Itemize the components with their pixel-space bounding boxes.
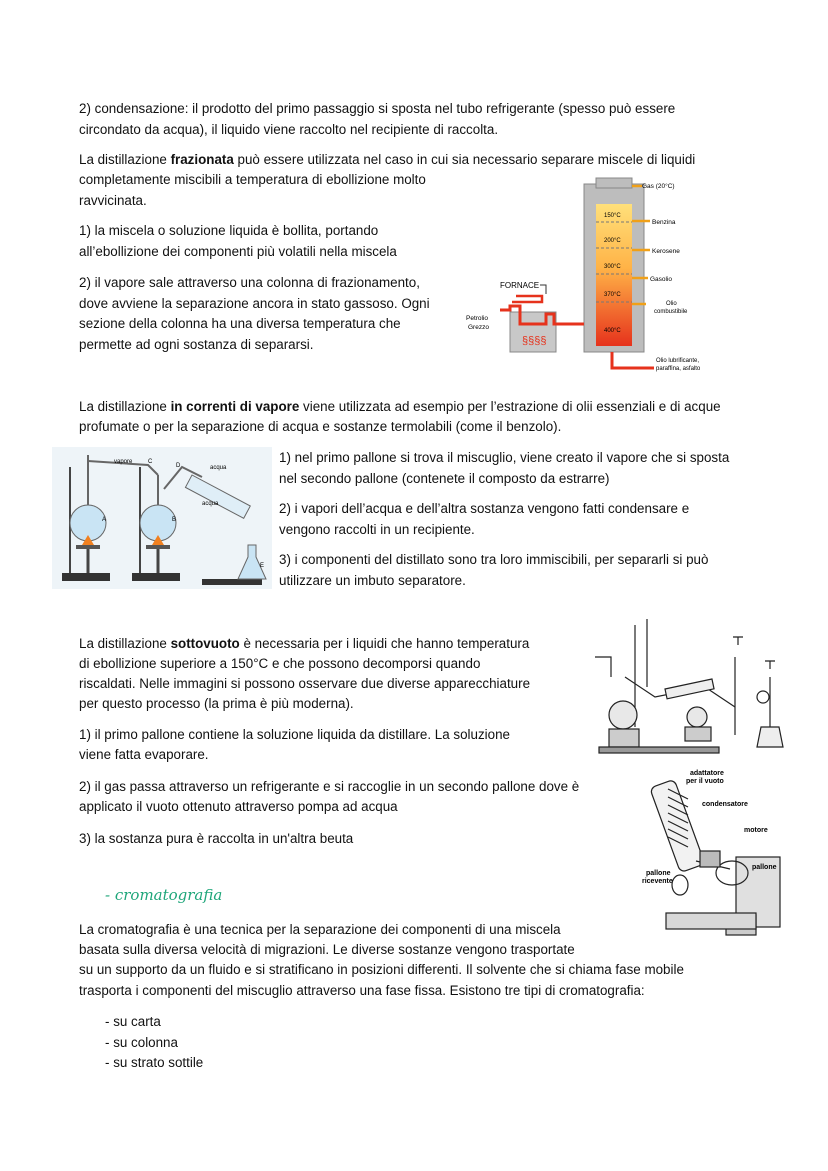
steam-step-1: 1) nel primo pallone si trova il miscuglio, viene creato il vapore che si sposta nel secondo pallone (contenete il composto da estrarre) [279, 450, 730, 486]
steam-step-2: 2) i vapori dell’acqua e dell’altra sostanza vengono fatti condensare e vengono raccolti in un recipiente. [279, 501, 690, 537]
fig-label-acqua: acqua [210, 465, 227, 471]
steam-distillation-figure [52, 447, 272, 589]
product-label: Gas (20°C) [642, 183, 675, 190]
fractional-intro: La distillazione frazionata può essere utilizzata nel caso in cui sia necessario separare miscele di liquidi [79, 152, 696, 167]
vacuum-line2: di ebollizione superiore a 150°C e che possono decomporsi quando [79, 656, 481, 671]
steam-intro-line2: profumate o per la separazione di acqua e sostanze termolabili (come il benzolo). [79, 419, 562, 434]
vacuum-term: sottovuoto [170, 636, 240, 651]
product-label: Olio lubrificante, [656, 358, 700, 364]
steam-term: in correnti di vapore [170, 399, 300, 414]
vacuum-step-1a: 1) il primo pallone contiene la soluzione liquida da distillare. La soluzione [79, 727, 510, 742]
vacuum-line3: riscaldati. Nelle immagini si possono osservare due diverse apparecchiature [79, 676, 531, 691]
temp-label: 150°C [604, 213, 621, 219]
fractional-intro-line2: completamente miscibili a temperatura di ebollizione molto [79, 172, 426, 187]
crude-label: Petrolio [466, 315, 489, 322]
temp-label: 300°C [604, 264, 621, 270]
product-label: combustibile [654, 309, 688, 315]
vacuum-intro: La distillazione sottovuoto è necessaria per i liquidi che hanno temperatura [79, 636, 530, 651]
list-item: - su colonna [105, 1033, 203, 1054]
steam-intro: La distillazione in correnti di vapore viene utilizzata ad esempio per l’estrazione di olii essenziali e di acque [79, 399, 721, 414]
column-interior [596, 204, 632, 346]
fractional-column-figure [462, 174, 722, 374]
product-label: Kerosene [652, 248, 680, 255]
furnace-label: FORNACE [500, 281, 540, 290]
vacuum-line4: per questo processo (la prima è più moderna). [79, 696, 354, 711]
rotavap-label-flask: pallone [752, 864, 777, 871]
list-item: - su strato sottile [105, 1053, 203, 1074]
fig-label-e: E [260, 563, 265, 569]
temp-label: 200°C [604, 238, 621, 244]
product-label: paraffina, asfalto [656, 366, 701, 372]
fractional-step-2: 2) il vapore sale attraverso una colonna di frazionamento, dove avviene la separazione ancora in stato gassoso. Ogni sezione della colonna ha una diversa temperatura che permette ad ogni sostanza di separarsi. [79, 275, 430, 352]
vacuum-step-1b: viene fatta evaporare. [79, 747, 209, 762]
rotavap-label-receiver: ricevente [642, 878, 673, 885]
condensation-paragraph: 2) condensazione: il prodotto del primo passaggio si sposta nel tubo refrigerante (spesso può essere circondato da acqua), il liquido viene raccolto nel recipiente di raccolta. [79, 101, 676, 137]
vacuum-step-2b: applicato il vuoto ottenuto attraverso pompa ad acqua [79, 799, 398, 814]
fig-label-vapore: vapore [114, 459, 133, 465]
fig-label-c: C [148, 459, 153, 465]
rotavap-label-motor: motore [744, 827, 768, 834]
temp-label: 370°C [604, 292, 621, 298]
fractional-term: frazionata [170, 152, 234, 167]
fractional-step-1: 1) la miscela o soluzione liquida è bollita, portando all’ebollizione dei componenti più volatili nella miscela [79, 223, 397, 259]
chromatography-types-list [105, 1012, 203, 1074]
rotavap-figure [640, 765, 790, 945]
vacuum-step-3: 3) la sostanza pura è raccolta in un'altra beuta [79, 831, 354, 846]
chromatography-line4: trasporta i componenti del miscuglio attraverso una fase fissa. Esistono tre tipi di cromatografia: [79, 983, 645, 998]
product-label: Gasolio [650, 276, 673, 283]
temp-label: 400°C [604, 328, 621, 334]
fig-label-b: B [172, 517, 177, 523]
rotavap-label-receiver: pallone [646, 870, 671, 877]
rotavap-label-adapter: per il vuoto [686, 778, 724, 785]
vacuum-step-2a: 2) il gas passa attraverso un refrigerante e si raccoglie in un secondo pallone dove è [79, 779, 580, 794]
chromatography-line3: su un supporto da un fluido e si stratificano in posizioni differenti. Il solvente che si chiama fase mobile [79, 962, 684, 977]
rotavap-label-condenser: condensatore [702, 801, 748, 808]
chromatography-line1: La cromatografia è una tecnica per la separazione dei componenti di una miscela [79, 922, 561, 937]
fig-label-acqua: acqua [202, 501, 219, 507]
list-item: - su carta [105, 1012, 203, 1033]
fig-label-d: D [176, 463, 181, 469]
chromatography-heading: - cromatografia [105, 886, 223, 904]
rotavap-label-adapter: adattatore [690, 770, 724, 777]
fig-label-a: A [102, 517, 107, 523]
crude-label: Grezzo [468, 324, 489, 331]
chromatography-line2: basata sulla diversa velocità di migrazioni. Le diverse sostanze vengono trasportate [79, 942, 575, 957]
svg-text:§§§§: §§§§ [522, 335, 547, 347]
product-label: Olio [666, 301, 677, 307]
product-label: Benzina [652, 219, 676, 226]
vacuum-apparatus-figure [585, 617, 795, 759]
steam-step-3: 3) i componenti del distillato sono tra loro immiscibili, per separarli si può utilizzare un imbuto separatore. [279, 552, 709, 588]
fractional-intro-line3: ravvicinata. [79, 193, 147, 208]
